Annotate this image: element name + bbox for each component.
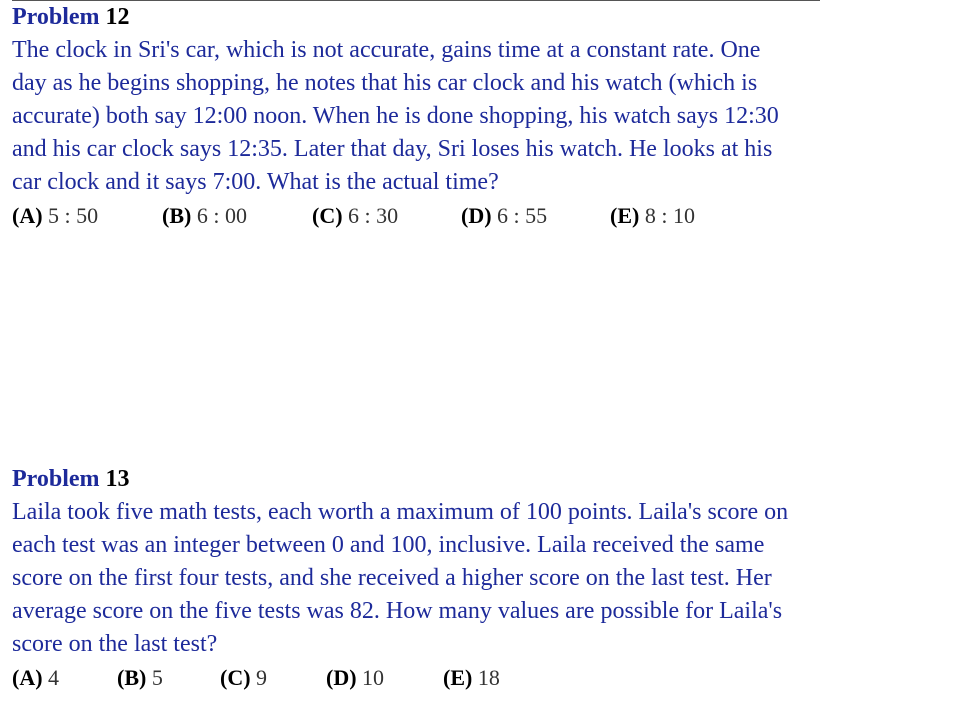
problem-text-line: average score on the five tests was 82. How many values are possible for Laila's xyxy=(12,598,783,624)
problem-12-section xyxy=(12,1,947,232)
problem-heading xyxy=(12,1,947,34)
problem-text-line: each test was an integer between 0 and 100, inclusive. Laila received the same xyxy=(12,532,765,558)
answer-choice-e xyxy=(443,661,500,694)
choice-letter: (B) xyxy=(162,203,192,228)
choice-value: 18 xyxy=(477,665,500,690)
choice-value: 10 xyxy=(362,665,385,690)
problem-heading-word: Problem xyxy=(12,4,100,30)
problem-text-line: The clock in Sri's car, which is not accurate, gains time at a constant rate. One xyxy=(12,37,761,63)
choice-value: 6 : 55 xyxy=(497,203,548,228)
problem-text-line: Laila took five math tests, each worth a maximum of 100 points. Laila's score on xyxy=(12,499,789,525)
choice-value: 8 : 10 xyxy=(644,203,695,228)
choice-value: 6 : 00 xyxy=(196,203,247,228)
choice-letter: (D) xyxy=(326,665,357,690)
answer-choice-c xyxy=(220,661,267,694)
answer-choice-b xyxy=(117,661,163,694)
problem-heading-number: 13 xyxy=(105,466,130,492)
problem-text-line: score on the first four tests, and she received a higher score on the last test. Her xyxy=(12,565,772,591)
choice-letter: (A) xyxy=(12,203,43,228)
choice-value: 5 xyxy=(151,665,163,690)
problem-text-line: accurate) both say 12:00 noon. When he is done shopping, his watch says 12:30 xyxy=(12,103,779,129)
answer-choice-a xyxy=(12,199,98,232)
answer-choice-c xyxy=(312,199,398,232)
problem-text-line: score on the last test? xyxy=(12,631,218,657)
problem-heading-word: Problem xyxy=(12,466,100,492)
choice-value: 5 : 50 xyxy=(48,203,99,228)
problem-text-line: car clock and it says 7:00. What is the actual time? xyxy=(12,169,499,195)
choice-letter: (C) xyxy=(220,665,251,690)
answer-choice-a xyxy=(12,661,59,694)
choice-value: 4 xyxy=(48,665,60,690)
choice-letter: (B) xyxy=(117,665,147,690)
choice-letter: (E) xyxy=(443,665,473,690)
choice-value: 6 : 30 xyxy=(348,203,399,228)
answer-choice-d xyxy=(326,661,384,694)
choice-letter: (D) xyxy=(461,203,492,228)
problem-text-line: and his car clock says 12:35. Later that day, Sri loses his watch. He looks at his xyxy=(12,136,773,162)
choice-letter: (C) xyxy=(312,203,343,228)
problem-heading-number: 12 xyxy=(105,4,130,30)
answer-choice-b xyxy=(162,199,247,232)
problem-heading xyxy=(12,463,947,496)
choice-value: 9 xyxy=(256,665,268,690)
problem-text-line: day as he begins shopping, he notes that his car clock and his watch (which is xyxy=(12,70,758,96)
answer-choices xyxy=(12,199,947,232)
answer-choice-e xyxy=(610,199,695,232)
answer-choice-d xyxy=(461,199,547,232)
choice-letter: (E) xyxy=(610,203,640,228)
answer-choices xyxy=(12,661,947,694)
problem-13-section xyxy=(12,463,947,694)
choice-letter: (A) xyxy=(12,665,43,690)
